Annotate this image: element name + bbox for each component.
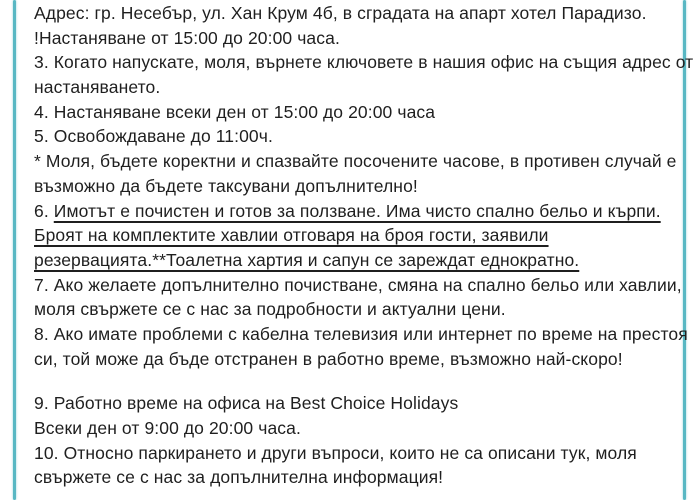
text-line — [34, 26, 682, 51]
text-line — [34, 297, 682, 322]
text-run: 9. Работно време на офиса на Best Choice Holidays — [34, 393, 459, 414]
text-line — [34, 1, 682, 26]
text-line — [34, 124, 682, 149]
text-run: * Моля, бъдете коректни и спазвайте посочените часове, в противен случай е — [34, 151, 677, 172]
text-run: 6. — [34, 200, 54, 221]
text-run: 10. Относно паркирането и други въпроси, които не са описани тук, моля — [34, 442, 637, 463]
text-run: моля свържете се с нас за подробности и актуални цени. — [34, 299, 506, 320]
underlined-text-run: Имотът е почистен и готов за ползване. Има чисто спално бельо и кърпи. — [53, 200, 661, 221]
text-line — [34, 248, 682, 273]
text-line — [34, 273, 682, 298]
text-line — [34, 199, 682, 224]
text-run: 3. Когато напускате, моля, върнете ключовете в нашия офис на същия адрес от — [34, 52, 694, 73]
page-border-right — [683, 0, 686, 500]
text-line — [34, 50, 694, 75]
underlined-text-run: резервацията.**Тоалетна хартия и сапун се зареждат еднократно. — [34, 249, 580, 270]
text-run: възможно да бъдете таксувани допълнително! — [34, 175, 418, 196]
text-line — [34, 75, 682, 100]
text-line — [34, 416, 682, 441]
text-run: 7. Ако желаете допълнително почистване, смяна на спално бельо или хавлии, — [34, 274, 682, 295]
text-line — [34, 347, 682, 372]
text-line — [34, 174, 682, 199]
text-run: Всеки ден от 9:00 до 20:00 часа. — [34, 418, 301, 438]
text-run: !Настаняване от 15:00 до 20:00 часа. — [34, 27, 340, 48]
text-line — [34, 391, 682, 416]
text-run: настаняването. — [34, 77, 161, 98]
text-line — [34, 100, 682, 125]
text-run: 8. Ако имате проблеми с кабелна телевизия или интернет по време на престоя — [34, 323, 688, 344]
page-border-left — [13, 0, 16, 500]
text-line — [34, 149, 682, 174]
text-line — [34, 465, 682, 490]
text-run: 5. Освобождаване до 11:00ч. — [34, 126, 273, 147]
text-run: си, той може да бъде отстранен в работно време, възможно най-скоро! — [34, 348, 623, 369]
text-run: Адрес: гр. Несебър, ул. Хан Крум 4б, в сградата на апарт хотел Парадизо. — [34, 3, 647, 23]
text-run: свържете се с нас за допълнителна информация! — [34, 467, 444, 488]
blank-line — [34, 371, 682, 391]
underlined-text-run: Броят на комплектите хавлии отговаря на броя гости, заявили — [34, 225, 549, 246]
text-run: 4. Настаняване всеки ден от 15:00 до 20:00 часа — [34, 101, 436, 122]
document-body — [34, 1, 694, 490]
text-line — [34, 441, 682, 466]
text-line — [34, 223, 682, 248]
text-line — [34, 322, 688, 347]
